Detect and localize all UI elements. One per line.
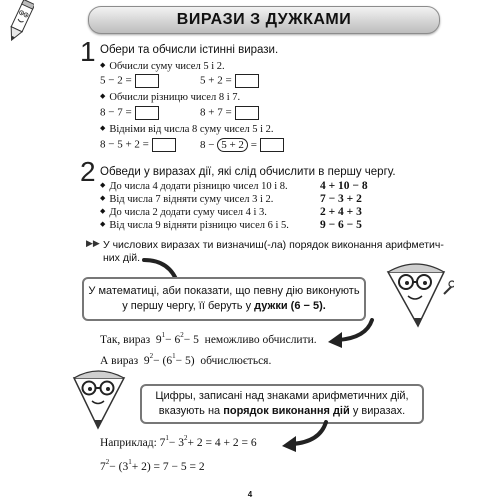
curved-arrow-icon	[280, 420, 330, 452]
rule-panel-2-text: Цифры, записані над знаками арифметичних дій, вказують на порядок виконання дій у виразах.	[155, 390, 409, 417]
answer-box[interactable]	[135, 74, 159, 88]
section-title: ВИРАЗИ З ДУЖКАМИ	[176, 11, 352, 28]
task-2-row-2-expr[interactable]: 7 − 3 + 2	[320, 193, 362, 205]
answer-box[interactable]	[260, 138, 284, 152]
rule-panel-2	[140, 384, 424, 424]
task-2-title: Обведи у виразах дії, які слід обчислити в першу чергу.	[100, 166, 396, 178]
task-2-row-1-text: ◆ До числа 4 додати різницю чисел 10 і 8.	[100, 181, 288, 192]
task-2-row-3-expr[interactable]: 2 + 4 + 3	[320, 206, 362, 218]
task-2-row-1-expr[interactable]: 4 + 10 − 8	[320, 180, 368, 192]
task-1-expr-2b: 8 + 7 =	[200, 106, 259, 120]
task-2-number: 2	[80, 156, 96, 187]
task-1-prompt-2: ◆ Обчисли різницю чисел 8 і 7.	[100, 92, 240, 103]
task-1-expr-3a: 8 − 5 + 2 =	[100, 138, 176, 152]
section-header	[88, 6, 440, 34]
task-1-expr-1a: 5 − 2 =	[100, 74, 159, 88]
task-1-expr-1b: 5 + 2 =	[200, 74, 259, 88]
example-4: $7^2- (3^1+ 2) = 7 - 5 = 2$	[100, 458, 205, 473]
task-1-title: Обери та обчисли істинні вирази.	[100, 44, 279, 56]
task-1-number: 1	[80, 36, 96, 67]
answer-box[interactable]	[235, 106, 259, 120]
task-1-prompt-3: ◆ Відніми від числа 8 суму чисел 5 і 2.	[100, 124, 274, 135]
task-2-row-3-text: ◆ До числа 2 додати суму чисел 4 і 3.	[100, 207, 267, 218]
pencil-mascot-icon	[6, 0, 34, 44]
page-number: 4	[247, 490, 253, 499]
rule-panel-1	[82, 277, 366, 321]
example-3: Наприклад: $7^1- 3^2+ 2 = 4 + 2 = 6$	[100, 434, 257, 449]
glasses-mascot-icon	[378, 256, 454, 330]
answer-box[interactable]	[135, 106, 159, 120]
circled-action: 5 + 2	[217, 138, 248, 152]
task-1-expr-3b: 8 − 5 + 2 =	[200, 138, 284, 152]
task-2-row-4-expr[interactable]: 9 − 6 − 5	[320, 219, 362, 231]
task-1-expr-2a: 8 − 7 =	[100, 106, 159, 120]
task-1-prompt-1: ◆ Обчисли суму чисел 5 і 2.	[100, 61, 225, 72]
answer-box[interactable]	[152, 138, 176, 152]
example-2: А вираз $9^2- (6^1- 5)$ обчислюється.	[100, 352, 272, 367]
example-1: Так, вираз $9^1- 6^2- 5$ неможливо обчислити.	[100, 331, 317, 346]
glasses-mascot-icon	[66, 364, 132, 430]
rule-panel-1-text: У математиці, аби показати, що певну дію виконують у першу чергу, її беруть у дужки (6 − 5).	[88, 285, 360, 312]
note-line-1: У числових виразах ти визначиш(-ла) порядок виконання арифметич-	[103, 239, 444, 251]
task-2-row-2-text: ◆ Від числа 7 відняти суму чисел 3 і 2.	[100, 194, 273, 205]
answer-box[interactable]	[235, 74, 259, 88]
task-2-row-4-text: ◆ Від числа 9 відняти різницю чисел 6 і 5.	[100, 220, 289, 231]
double-arrow-icon: ▶▶	[86, 238, 100, 248]
curved-arrow-icon	[326, 318, 376, 348]
note-line-2: них дій.	[103, 252, 141, 264]
